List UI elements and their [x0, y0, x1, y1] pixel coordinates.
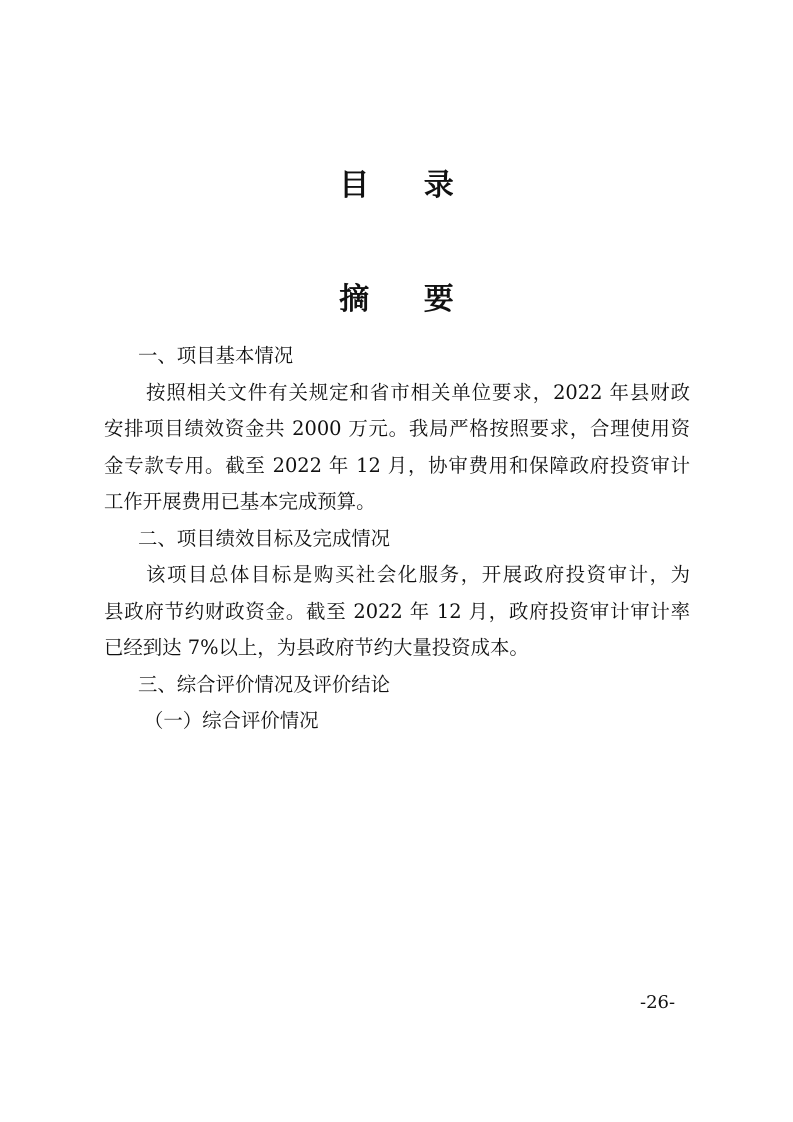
paragraph-line: 安排项目绩效资金共 2000 万元。我局严格按照要求，合理使用资 [104, 417, 690, 440]
section-heading-3: 三、综合评价情况及评价结论 [138, 672, 391, 696]
paragraph-line: 县政府节约财政资金。截至 2022 年 12 月，政府投资审计审计率 [104, 599, 690, 623]
section-heading-2: 二、项目绩效目标及完成情况 [138, 526, 391, 550]
abstract-title: 摘 要 [339, 282, 476, 317]
abstract-body [104, 338, 690, 740]
section-heading-1: 一、项目基本情况 [138, 344, 294, 367]
paragraph-line: 该项目总体目标是购买社会化服务，开展政府投资审计，为 [146, 563, 690, 586]
page-number: -26- [640, 992, 676, 1013]
paragraph-line: 工作开展费用已基本完成预算。 [104, 490, 376, 513]
toc-title: 目 录 [339, 168, 476, 203]
paragraph-line: 按照相关文件有关规定和省市相关单位要求，2022 年县财政 [146, 380, 690, 404]
sub-section-heading: （一）综合评价情况 [144, 709, 319, 732]
paragraph-line: 金专款专用。截至 2022 年 12 月，协审费用和保障政府投资审计 [104, 453, 690, 477]
paragraph-line: 已经到达 7%以上，为县政府节约大量投资成本。 [104, 636, 529, 659]
